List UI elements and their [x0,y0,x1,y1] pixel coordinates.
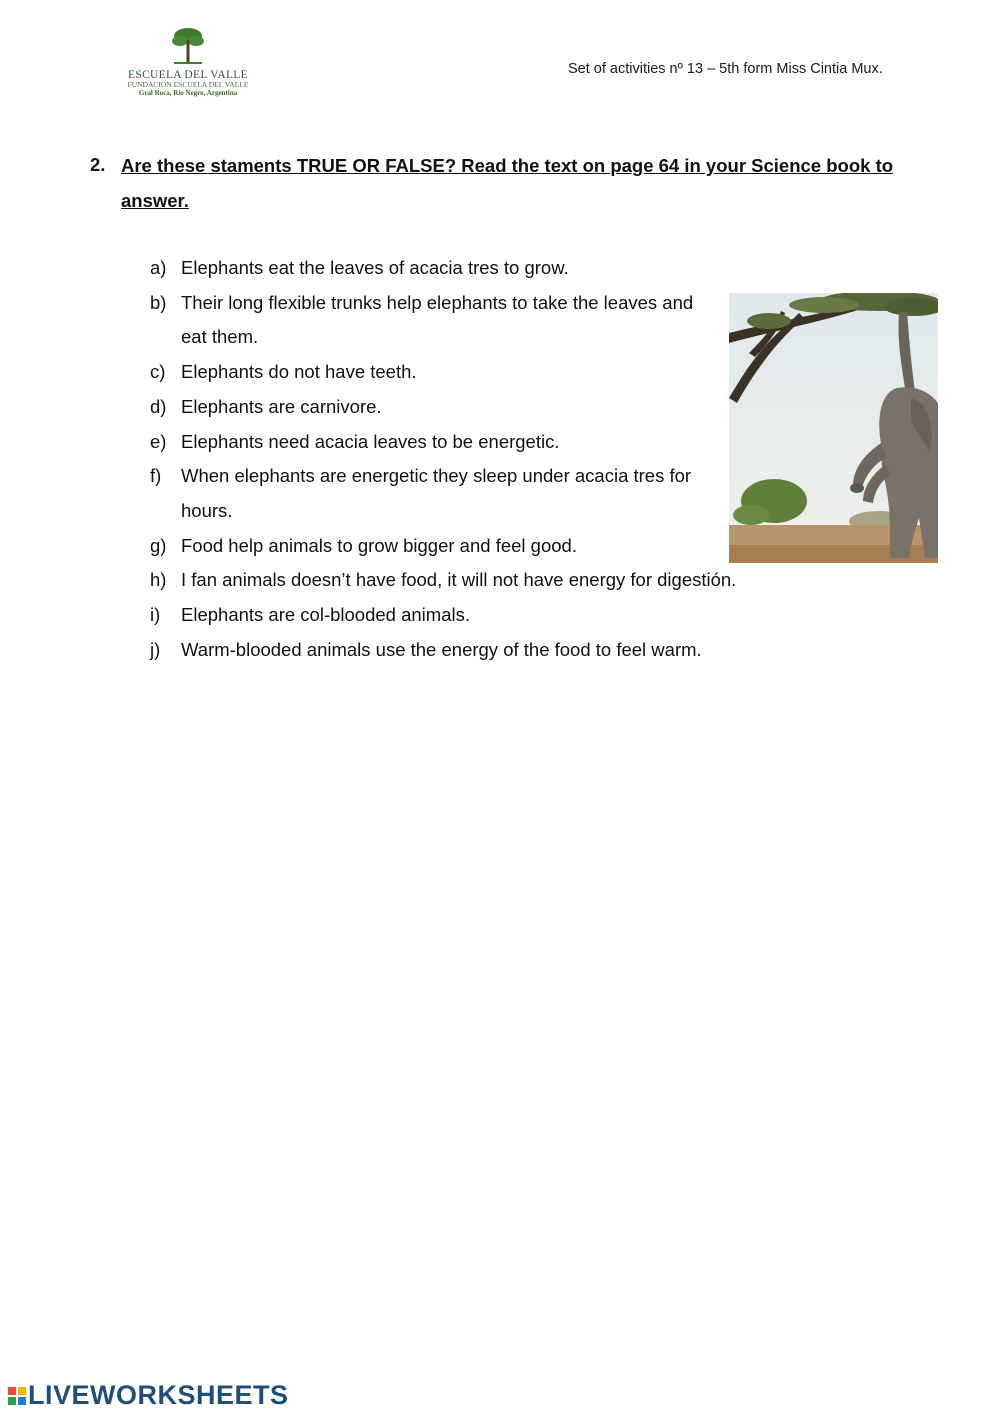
elephant-photo [729,293,938,563]
statement-letter: a) [150,257,167,278]
question-number: 2. [90,154,106,175]
statement-letter: b) [150,291,167,313]
statement-item [150,563,830,598]
statement-text: Elephants are col-blooded animals. [181,604,470,626]
statement-item [150,251,830,286]
statement-list [150,251,830,667]
liveworksheets-footer [8,1380,289,1411]
statement-item [150,355,830,390]
statement-text: Their long flexible trunks help elephants to take the leaves and eat them. [181,291,694,348]
liveworksheets-brand: LIVEWORKSHEETS [28,1380,289,1410]
statement-letter: j) [150,638,161,660]
liveworksheets-logo-icon [8,1387,26,1405]
school-logo [118,26,258,106]
logo-school-name: ESCUELA DEL VALLE [128,69,248,81]
statement-text: Elephants eat the leaves of acacia tres to grow. [181,257,569,278]
statement-item [150,598,830,633]
statement-letter: h) [150,569,167,591]
statement-text: When elephants are energetic they sleep under acacia tres for hours. [181,465,692,521]
activity-header: Set of activities nº 13 – 5th form Miss Cintia Mux. [568,61,883,77]
statement-text: Elephants are carnivore. [181,395,382,417]
statement-letter: e) [150,430,167,452]
statement-letter: f) [150,465,162,487]
statement-text: Food help animals to grow bigger and feel good. [181,534,577,556]
statement-item [150,633,830,668]
logo-foundation: FUNDACION ESCUELA DEL VALLE [127,80,249,89]
statement-text: I fan animals doesn’t have food, it will not have energy for digestión. [181,569,737,591]
statement-text: Warm-blooded animals use the energy of the food to feel warm. [181,638,702,660]
statement-letter: d) [150,395,167,417]
statement-text: Elephants do not have teeth. [181,361,417,383]
tree-icon [168,26,208,68]
statement-item [150,459,830,528]
logo-location: Gral Roca, Río Negro, Argentina [138,89,238,97]
statement-letter: c) [150,361,166,383]
statement-item [150,425,830,460]
statement-item [150,286,830,355]
statement-letter: i) [150,604,161,626]
statement-item [150,390,830,425]
question-title: Are these staments TRUE OR FALSE? Read the text on page 64 in your Science book to answer. [121,155,894,211]
statement-item [150,529,830,564]
statement-letter: g) [150,534,167,556]
statement-text: Elephants need acacia leaves to be energetic. [181,430,560,452]
